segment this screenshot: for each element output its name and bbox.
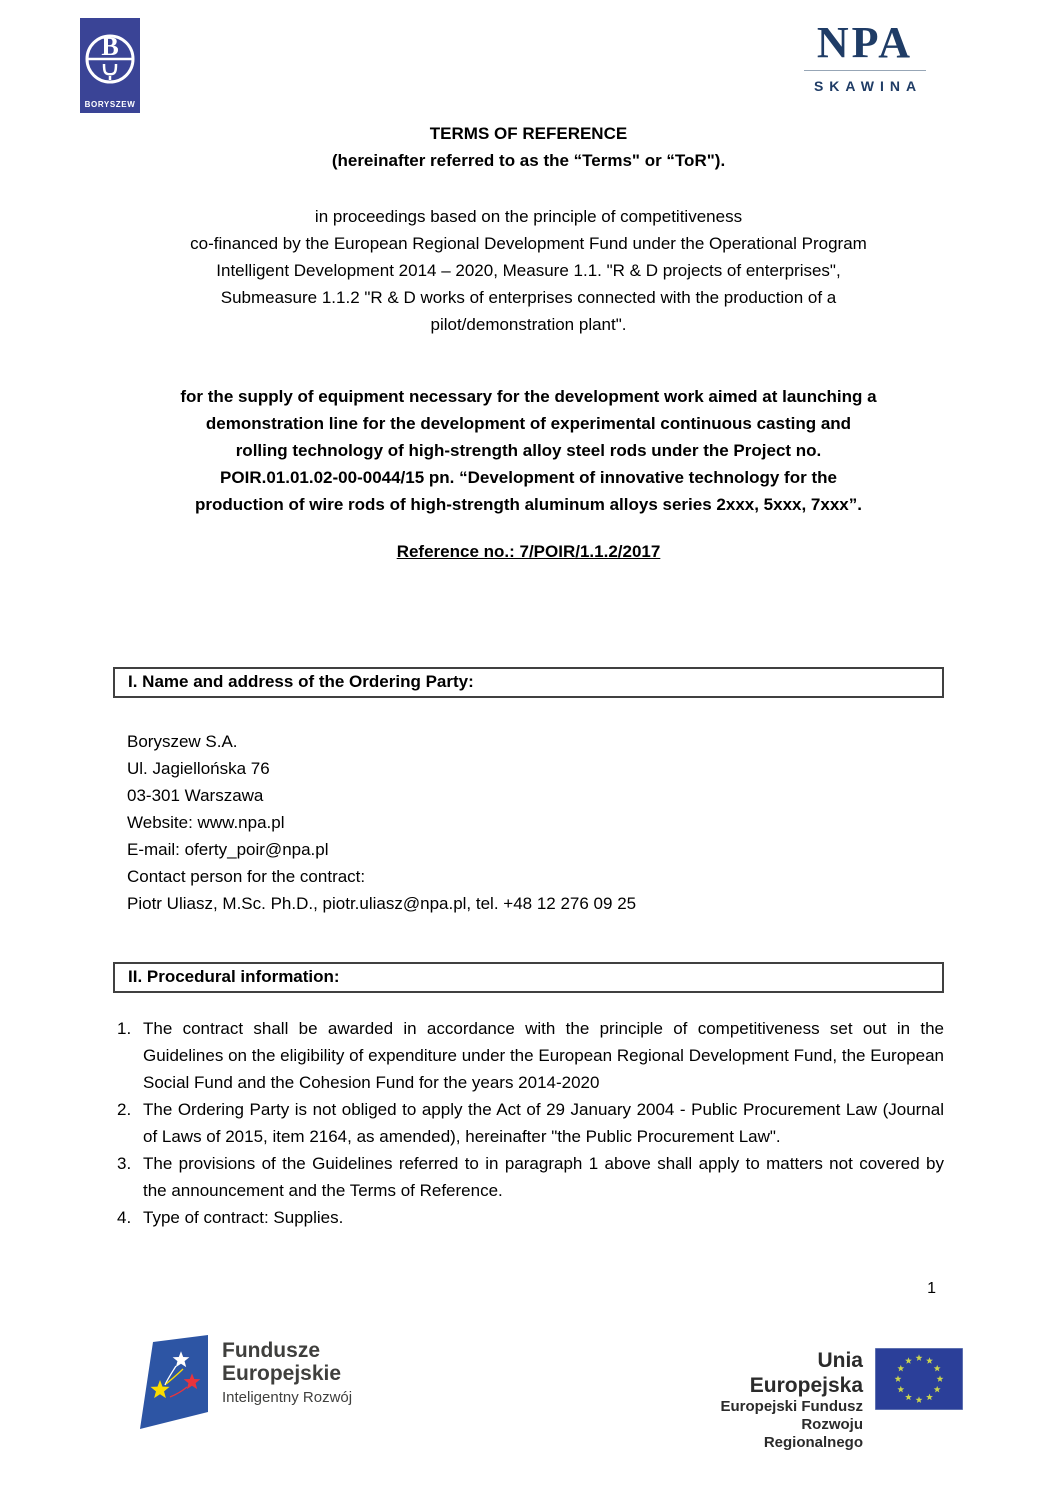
list-item — [113, 1204, 944, 1231]
list-item — [113, 1096, 944, 1150]
list-item-text: The provisions of the Guidelines referred to in paragraph 1 above shall apply to matters not covered by the announcement and the Terms of Reference. — [143, 1154, 944, 1200]
intro-line: co-financed by the European Regional Development Fund under the Operational Program — [190, 234, 867, 253]
fundusze-flag-icon — [140, 1335, 208, 1429]
subject-line: rolling technology of high-strength alloy steel rods under the Project no. — [235, 441, 822, 460]
address-line: Contact person for the contract: — [127, 867, 366, 886]
eu-subtitle-line1: Europejski Fundusz — [720, 1398, 863, 1415]
boryszew-caption: BORYSZEW — [84, 100, 136, 109]
list-item — [113, 1150, 944, 1204]
list-item-text: The contract shall be awarded in accordance with the principle of competitiveness set out in the Guidelines on the eligibility of expenditure under the European Regional Development Fund, the European Social Fund and the Cohesion Fund for the years 2014-2020 — [143, 1019, 944, 1092]
subject-line: for the supply of equipment necessary for the development work aimed at launching a — [180, 387, 877, 406]
intro-paragraph — [113, 203, 944, 338]
address-line: Piotr Uliasz, M.Sc. Ph.D., piotr.uliasz@npa.pl, tel. +48 12 276 09 25 — [127, 894, 637, 913]
ordering-party-address — [127, 728, 944, 917]
boryszew-logo-icon — [80, 18, 140, 113]
section-1-heading-text: I. Name and address of the Ordering Party: — [128, 672, 474, 691]
list-item-number: 2. — [117, 1100, 132, 1119]
npa-logo-subtitle: SKAWINA — [813, 78, 923, 94]
subject-line: production of wire rods of high-strength aluminum alloys series 2xxx, 5xxx, 7xxx”. — [195, 495, 862, 514]
eu-subtitle-line2: Rozwoju Regionalnego — [763, 1416, 863, 1451]
fundusze-title-line1: Fundusze — [222, 1339, 320, 1362]
page-number: 1 — [927, 1280, 936, 1297]
fundusze-subtitle: Inteligentny Rozwój — [222, 1389, 353, 1406]
procedural-list — [113, 1015, 944, 1231]
eu-flag-icon — [875, 1348, 963, 1410]
section-2-heading-text: II. Procedural information: — [128, 967, 340, 986]
boryszew-letter: B — [101, 32, 119, 61]
eu-title: Unia Europejska — [749, 1349, 863, 1397]
list-item-number: 3. — [117, 1154, 132, 1173]
subject-line: demonstration line for the development of experimental continuous casting and — [205, 414, 852, 433]
reference-number-text: Reference no.: 7/POIR/1.1.2/2017 — [396, 542, 661, 561]
unia-europejska-logo — [700, 1348, 963, 1452]
address-line: Boryszew S.A. — [127, 732, 238, 751]
list-item-number: 4. — [117, 1208, 132, 1227]
document-title — [113, 120, 944, 174]
intro-line: Intelligent Development 2014 – 2020, Measure 1.1. "R & D projects of enterprises", — [216, 261, 841, 280]
fundusze-europejskie-logo — [140, 1335, 352, 1429]
title-line-2: (hereinafter referred to as the “Terms" or “ToR"). — [331, 151, 726, 170]
boryszew-logo — [80, 18, 140, 113]
subject-paragraph — [113, 383, 944, 518]
intro-line: Submeasure 1.1.2 "R & D works of enterprises connected with the production of a — [220, 288, 837, 307]
npa-logo-text: NPA — [816, 18, 914, 67]
address-line: Website: www.npa.pl — [127, 813, 285, 832]
section-2-heading — [113, 962, 944, 993]
intro-line: pilot/demonstration plant". — [430, 315, 627, 334]
address-line: E-mail: oferty_poir@npa.pl — [127, 840, 329, 859]
list-item-text: Type of contract: Supplies. — [143, 1208, 344, 1227]
npa-skawina-logo — [800, 20, 930, 94]
title-line-1: TERMS OF REFERENCE — [429, 124, 628, 143]
list-item-text: The Ordering Party is not obliged to apply the Act of 29 January 2004 - Public Procurement Law (Journal of Laws of 2015, item 2164, as amended), hereinafter "the Public Procurement Law". — [143, 1100, 944, 1146]
npa-logo-rule — [804, 70, 926, 71]
list-item — [113, 1015, 944, 1096]
reference-number — [113, 538, 944, 565]
list-item-number: 1. — [117, 1019, 132, 1038]
address-line: Ul. Jagiellońska 76 — [127, 759, 270, 778]
subject-line: POIR.01.01.02-00-0044/15 pn. “Development of innovative technology for the — [220, 468, 837, 487]
section-1-heading — [113, 667, 944, 698]
fundusze-title-line2: Europejskie — [222, 1362, 342, 1385]
intro-line: in proceedings based on the principle of competitiveness — [314, 207, 743, 226]
address-line: 03-301 Warszawa — [127, 786, 264, 805]
